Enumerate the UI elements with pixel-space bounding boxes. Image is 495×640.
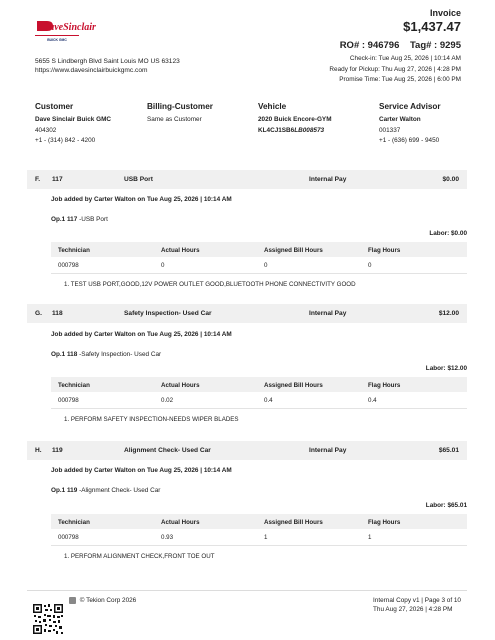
job-number: 118 [52, 310, 63, 317]
th-technician: Technician [58, 519, 90, 526]
td-actual: 0.93 [161, 534, 174, 541]
invoice-amount: $1,437.47 [403, 19, 461, 34]
job-note: 1. PERFORM SAFETY INSPECTION-NEEDS WIPER BLADES [64, 416, 239, 423]
tech-table-header [51, 514, 467, 529]
footer-copyright: © Tekion Corp 2026 [69, 597, 136, 604]
tech-table-header [51, 242, 467, 257]
job-letter: F. [35, 176, 41, 183]
row-divider [51, 545, 467, 546]
td-assigned: 0 [264, 262, 268, 269]
td-flag: 1 [368, 534, 372, 541]
job-added-note: Job added by Carter Walton on Tue Aug 25, 2026 | 10:14 AM [51, 331, 232, 338]
job-number: 119 [52, 447, 63, 454]
date-block [329, 54, 461, 86]
job-name: Safety Inspection- Used Car [124, 310, 212, 317]
td-actual: 0 [161, 262, 165, 269]
td-technician: 000798 [58, 534, 79, 541]
job-name: USB Port [124, 176, 153, 183]
advisor-name: Carter Walton [379, 116, 421, 123]
customer-heading: Customer [35, 102, 74, 111]
ro-number: 946796 [367, 40, 400, 51]
td-assigned: 1 [264, 534, 268, 541]
th-technician: Technician [58, 247, 90, 254]
customer-phone: +1 - (314) 842 - 4200 [35, 137, 96, 144]
dealer-address: 5655 S Lindbergh Blvd Saint Louis MO US 63123 [35, 58, 180, 65]
ro-tag-line [340, 40, 461, 51]
job-note: 1. TEST USB PORT,GOOD,12V POWER OUTLET GOOD,BLUETOOTH PHONE CONNECTIVITY GOOD [64, 281, 356, 288]
job-pay-type: Internal Pay [309, 447, 347, 454]
th-assigned: Assigned Bill Hours [264, 382, 323, 389]
row-divider [51, 273, 467, 274]
invoice-title: Invoice [429, 8, 461, 18]
td-actual: 0.02 [161, 397, 174, 404]
job-letter: G. [35, 310, 42, 317]
row-divider [51, 408, 467, 409]
td-assigned: 0.4 [264, 397, 273, 404]
ro-label: RO# : [339, 40, 366, 51]
op-line: Op.1 117 -USB Port [51, 216, 108, 223]
th-flag: Flag Hours [368, 382, 401, 389]
checkin-time: Check-in: Tue Aug 25, 2026 | 10:14 AM [349, 55, 461, 62]
td-technician: 000798 [58, 397, 79, 404]
job-total: $0.00 [442, 176, 459, 183]
job-number: 117 [52, 176, 63, 183]
promise-time: Promise Time: Tue Aug 25, 2026 | 6:00 PM [339, 76, 461, 83]
footer-timestamp: Thu Aug 27, 2026 | 4:28 PM [373, 605, 453, 613]
th-technician: Technician [58, 382, 90, 389]
tekion-icon [69, 597, 76, 604]
vehicle-heading: Vehicle [258, 102, 287, 111]
th-actual: Actual Hours [161, 247, 200, 254]
tag-number: 9295 [439, 40, 461, 51]
customer-id: 404302 [35, 126, 57, 134]
job-added-note: Job added by Carter Walton on Tue Aug 25, 2026 | 10:14 AM [51, 467, 232, 474]
td-technician: 000798 [58, 262, 79, 269]
advisor-info [379, 115, 439, 147]
job-total: $12.00 [438, 310, 459, 317]
th-flag: Flag Hours [368, 519, 401, 526]
logo-text: DaveSinclair [42, 22, 96, 33]
job-letter: H. [35, 447, 42, 454]
th-actual: Actual Hours [161, 519, 200, 526]
dealer-address-block [35, 57, 180, 75]
th-flag: Flag Hours [368, 247, 401, 254]
labor-amount: Labor: $0.00 [429, 230, 467, 237]
job-pay-type: Internal Pay [309, 176, 347, 183]
billing-heading: Billing-Customer [147, 102, 213, 111]
job-header-bar [27, 304, 467, 323]
vehicle-info [258, 115, 332, 136]
footer-divider [27, 590, 467, 591]
job-added-note: Job added by Carter Walton on Tue Aug 25, 2026 | 10:14 AM [51, 196, 232, 203]
customer-info [35, 115, 111, 147]
job-note: 1. PERFORM ALIGNMENT CHECK,FRONT TOE OUT [64, 553, 215, 560]
advisor-id: 001337 [379, 126, 401, 134]
billing-value: Same as Customer [147, 116, 202, 123]
tech-table-header [51, 377, 467, 392]
job-name: Alignment Check- Used Car [124, 447, 211, 454]
dealer-website[interactable]: https://www.davesinclairbuickgmc.com [35, 67, 148, 74]
th-actual: Actual Hours [161, 382, 200, 389]
vehicle-vin: KL4CJ1SB6LB008573 [258, 126, 325, 134]
op-line: Op.1 118 -Safety Inspection- Used Car [51, 351, 162, 358]
logo-sub: BUICK GMC [47, 38, 67, 42]
op-line: Op.1 119 -Alignment Check- Used Car [51, 487, 161, 494]
job-pay-type: Internal Pay [309, 310, 347, 317]
qr-code [32, 603, 64, 635]
td-flag: 0.4 [368, 397, 377, 404]
tag-label: Tag# : [409, 40, 438, 51]
footer-page-info [373, 597, 461, 614]
td-flag: 0 [368, 262, 372, 269]
dealer-logo [33, 18, 96, 44]
job-header-bar [27, 170, 467, 189]
copy-page-info: Internal Copy v1 | Page 3 of 10 [373, 597, 461, 604]
th-assigned: Assigned Bill Hours [264, 519, 323, 526]
th-assigned: Assigned Bill Hours [264, 247, 323, 254]
advisor-phone: +1 - (636) 699 - 9450 [379, 137, 440, 144]
labor-amount: Labor: $12.00 [425, 365, 467, 372]
ready-time: Ready for Pickup: Thu Aug 27, 2026 | 4:28 PM [329, 65, 461, 73]
labor-amount: Labor: $65.01 [425, 502, 467, 509]
customer-name: Dave Sinclair Buick GMC [35, 116, 112, 123]
job-total: $65.01 [438, 447, 459, 454]
advisor-heading: Service Advisor [379, 102, 441, 111]
vehicle-model: 2020 Buick Encore-GYM [258, 116, 332, 123]
job-header-bar [27, 441, 467, 460]
